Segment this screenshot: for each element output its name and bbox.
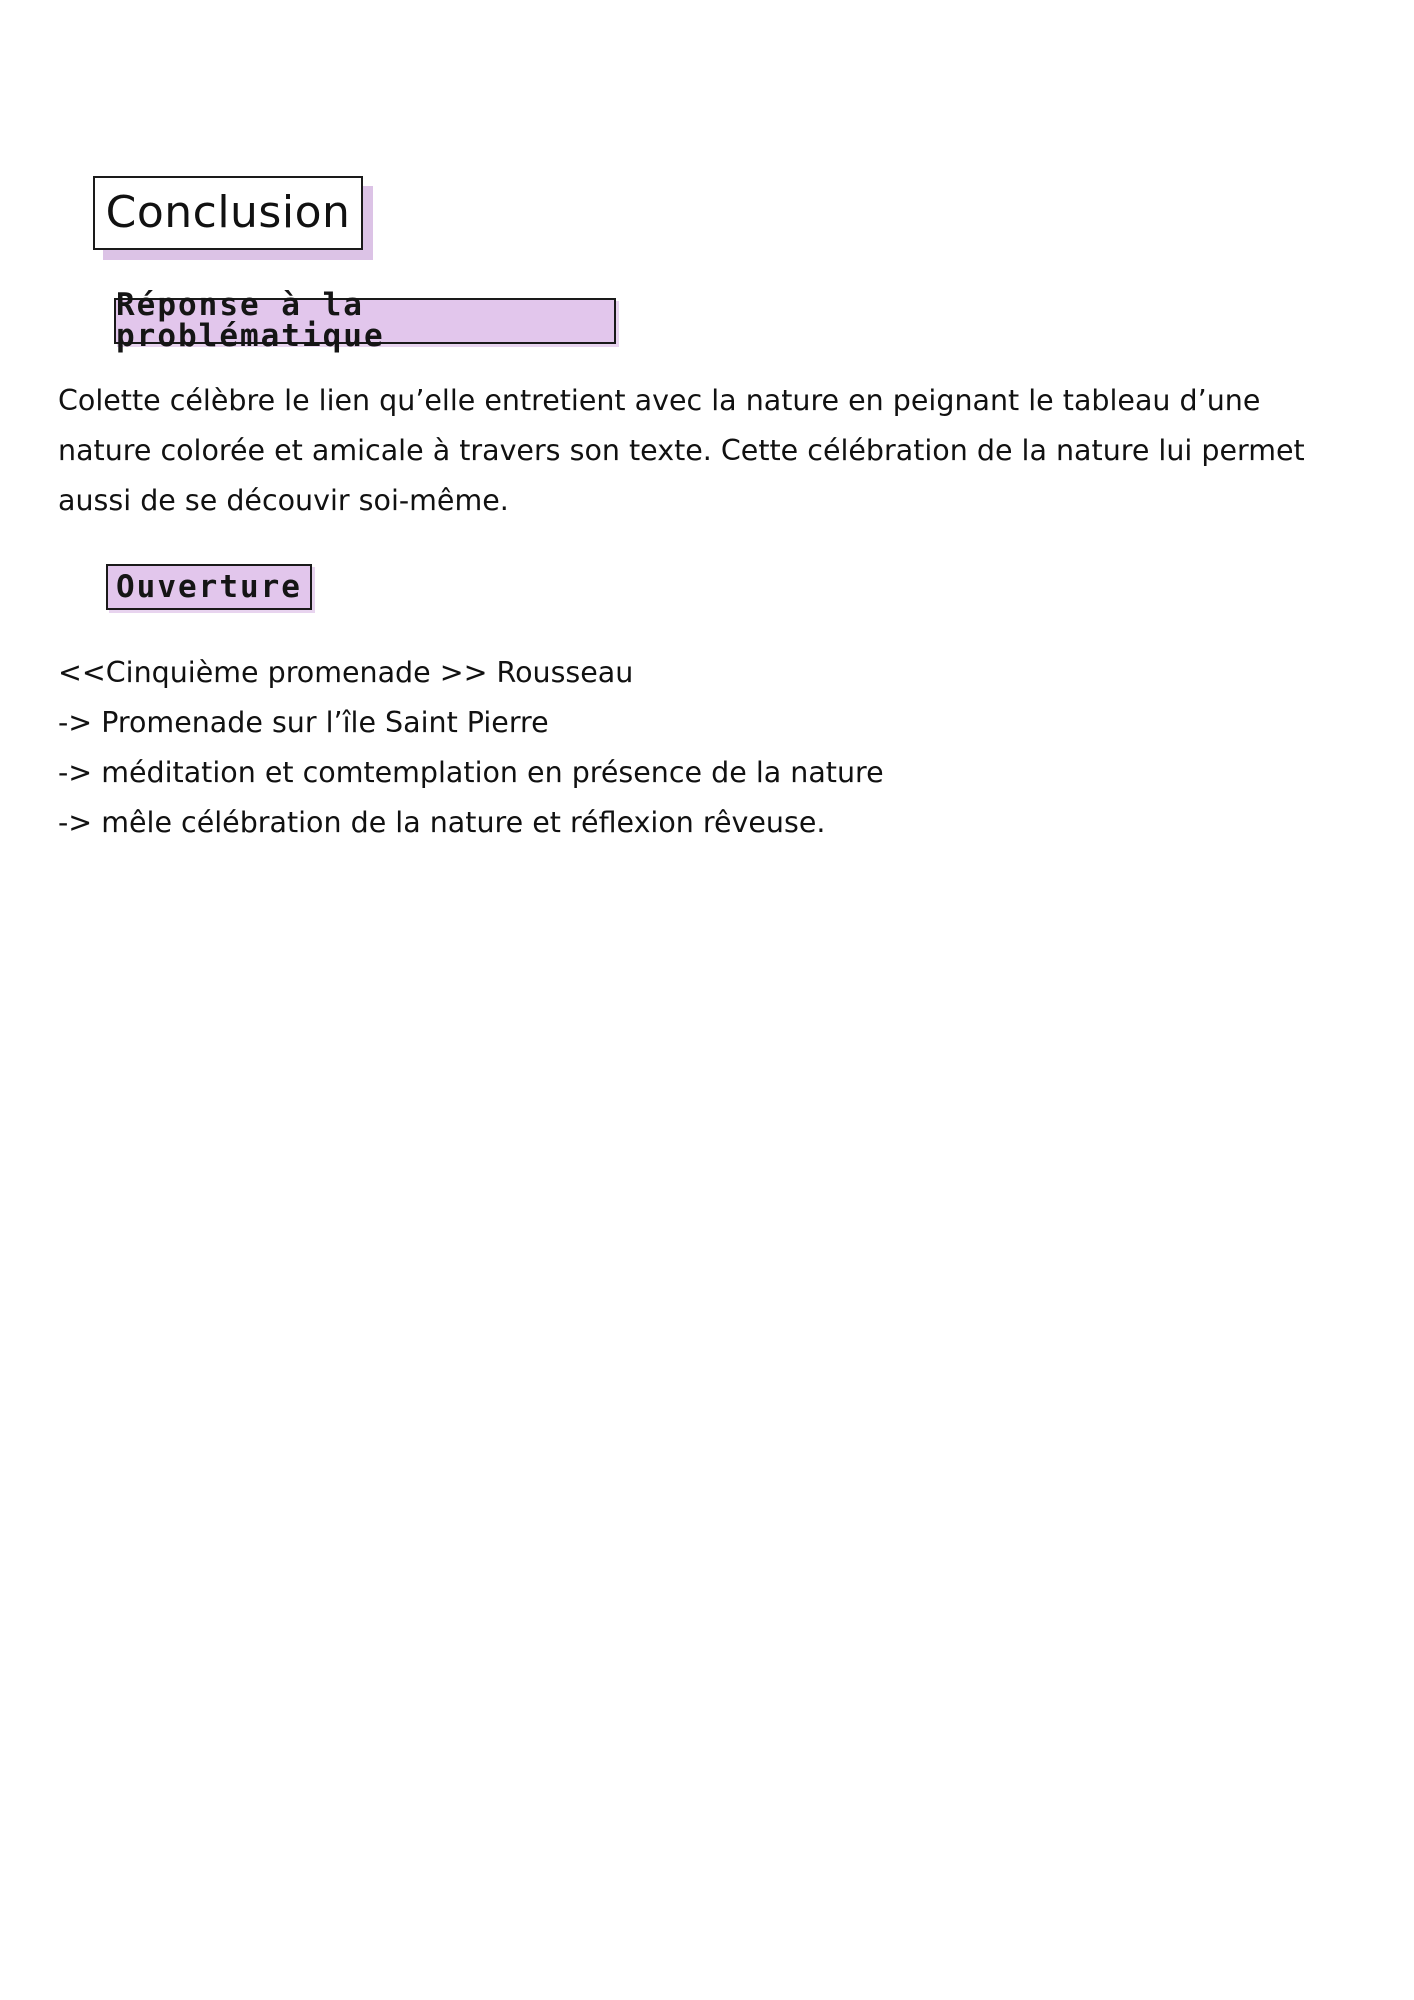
ouverture-list [58, 648, 1358, 848]
list-item: -> mêle célébration de la nature et réflexion rêveuse. [58, 806, 826, 839]
reponse-heading-box [114, 287, 616, 354]
ouverture-heading: Ouverture [116, 568, 302, 605]
reponse-heading: Réponse à la problématique [116, 287, 385, 354]
list-item: -> méditation et comtemplation en présence de la nature [58, 756, 884, 789]
list-item: <<Cinquième promenade >> Rousseau [58, 656, 634, 689]
conclusion-title-box [93, 176, 363, 250]
page-title: Conclusion [105, 187, 351, 238]
list-item: -> Promenade sur l’île Saint Pierre [58, 706, 549, 739]
reponse-paragraph: Colette célèbre le lien qu’elle entretient avec la nature en peignant le tableau d’une nature colorée et amicale à travers son texte. Cette célébration de la nature lui permet aussi de se découvir soi-même. [58, 384, 1305, 517]
ouverture-heading-box [106, 564, 312, 610]
